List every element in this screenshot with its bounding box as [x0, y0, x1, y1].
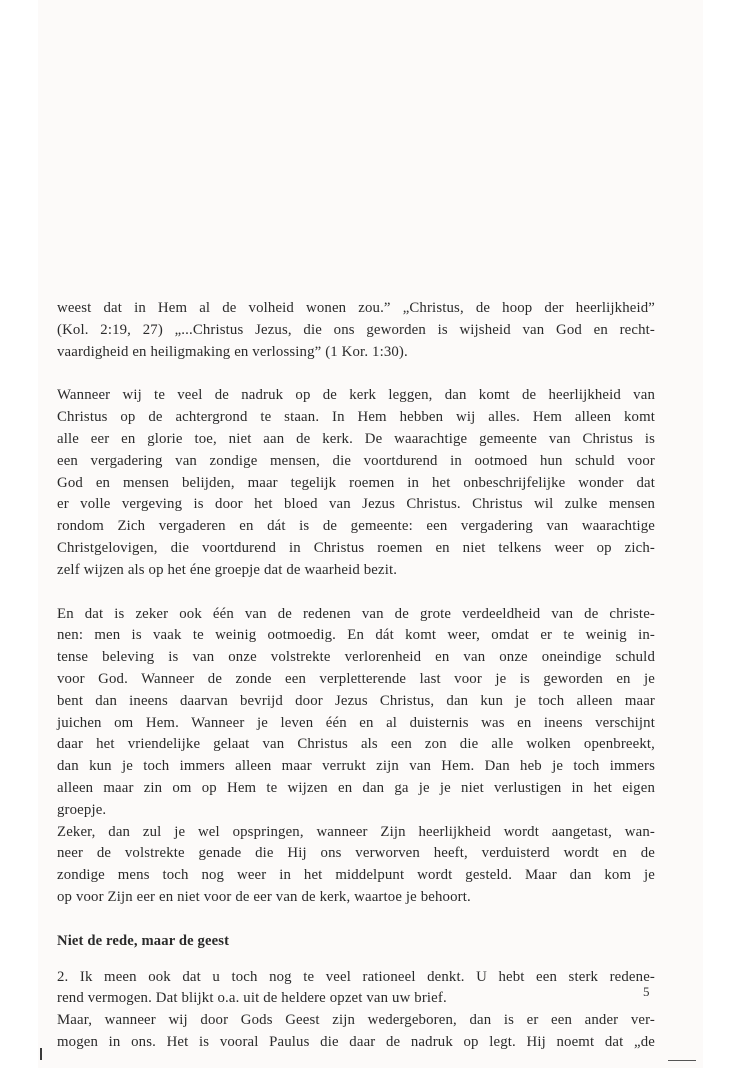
text-line: dan kun je toch immers alleen maar verrukt zijn van Hem. Dan heb je toch immers	[57, 758, 655, 775]
text-line: God en mensen belijden, maar tegelijk roemen in het onbeschrijfelijke wonder dat	[57, 474, 655, 491]
text-line: Christgelovigen, die voortdurend in Christus roemen en niet telkens weer op zich-	[57, 539, 655, 556]
gutter-mark	[40, 1048, 42, 1060]
text-line: voor God. Wanneer de zonde een verpletterende last voor je is geworden en je	[57, 670, 655, 687]
paragraph-3	[57, 604, 655, 822]
text-line: rend vermogen. Dat blijkt o.a. uit de heldere opzet van uw brief.	[57, 990, 447, 1007]
text-line: alle eer en glorie toe, niet aan de kerk. De waarachtige gemeente van Christus is	[57, 430, 655, 447]
text-line: rondom Zich vergaderen en dát is de gemeente: een vergadering van waarachtige	[57, 518, 655, 535]
text-line: daar het vriendelijke gelaat van Christus als een zon die alle wolken openbreekt,	[57, 736, 655, 753]
text-line: mogen in ons. Het is vooral Paulus die daar de nadruk op legt. Hij noemt dat „de	[57, 1033, 655, 1050]
text-line: Wanneer wij te veel de nadruk op de kerk leggen, dan komt de heerlijkheid van	[57, 387, 655, 404]
paragraph-2	[57, 385, 655, 581]
text-line: vaardigheid en heiligmaking en verlossing” (1 Kor. 1:30).	[57, 343, 408, 360]
text-line: tense beleving is van onze volstrekte verlorenheid en van onze oneindige schuld	[57, 649, 655, 666]
text-line: zondige mens toch nog weer in het middelpunt wordt gesteld. Maar dan kom je	[57, 867, 655, 884]
paragraph-4	[57, 822, 655, 909]
text-line: 2. Ik meen ook dat u toch nog te veel rationeel denkt. U hebt een sterk redene-	[57, 968, 655, 985]
bottom-rule	[668, 1060, 696, 1061]
text-line: weest dat in Hem al de volheid wonen zou.” „Christus, de hoop der heerlijkheid”	[57, 300, 655, 316]
paragraph-6	[57, 1010, 655, 1054]
text-line: nen: men is vaak te weinig ootmoedig. En dát komt weer, omdat er te weinig in-	[57, 627, 655, 644]
text-line: (Kol. 2:19, 27) „...Christus Jezus, die ons geworden is wijsheid van God en recht-	[57, 321, 655, 338]
paragraph-1	[57, 298, 655, 363]
section-heading: Niet de rede, maar de geest	[57, 932, 230, 949]
scan-margin	[703, 0, 738, 1068]
text-line: Zeker, dan zul je wel opspringen, wanneer Zijn heerlijkheid wordt aangetast, wan-	[57, 823, 655, 840]
text-line: En dat is zeker ook één van de redenen van de grote verdeeldheid van de christe-	[57, 605, 655, 622]
text-line: Maar, wanneer wij door Gods Geest zijn wedergeboren, dan is er een ander ver-	[57, 1012, 655, 1029]
paragraph-5	[57, 967, 655, 1011]
page-number: 5	[643, 984, 650, 999]
text-line: juichen om Hem. Wanneer je leven één en al duisternis was en ineens verschijnt	[57, 714, 655, 731]
text-line: bent dan ineens daarvan bevrijd door Jezus Christus, dan kun je toch alleen maar	[57, 692, 655, 709]
text-line: een vergadering van zondige mensen, die voortdurend in ootmoed hun schuld voor	[57, 452, 655, 469]
text-line: op voor Zijn eer en niet voor de eer van de kerk, waartoe je behoort.	[57, 888, 471, 905]
text-line: neer de volstrekte genade die Hij ons verworven heeft, verduisterd wordt en de	[57, 845, 655, 862]
text-line: groepje.	[57, 801, 107, 818]
body-text	[57, 298, 655, 1054]
text-line: Christus op de achtergrond te staan. In Hem hebben wij alles. Hem alleen komt	[57, 409, 655, 426]
text-line: er volle vergeving is door het bloed van Jezus Christus. Christus wil zulke mensen	[57, 496, 655, 513]
text-line: alleen maar zin om op Hem te wijzen en dan ga je je niet verlustigen in het eigen	[57, 779, 655, 796]
text-line: zelf wijzen als op het éne groepje dat de waarheid bezit.	[57, 561, 398, 578]
